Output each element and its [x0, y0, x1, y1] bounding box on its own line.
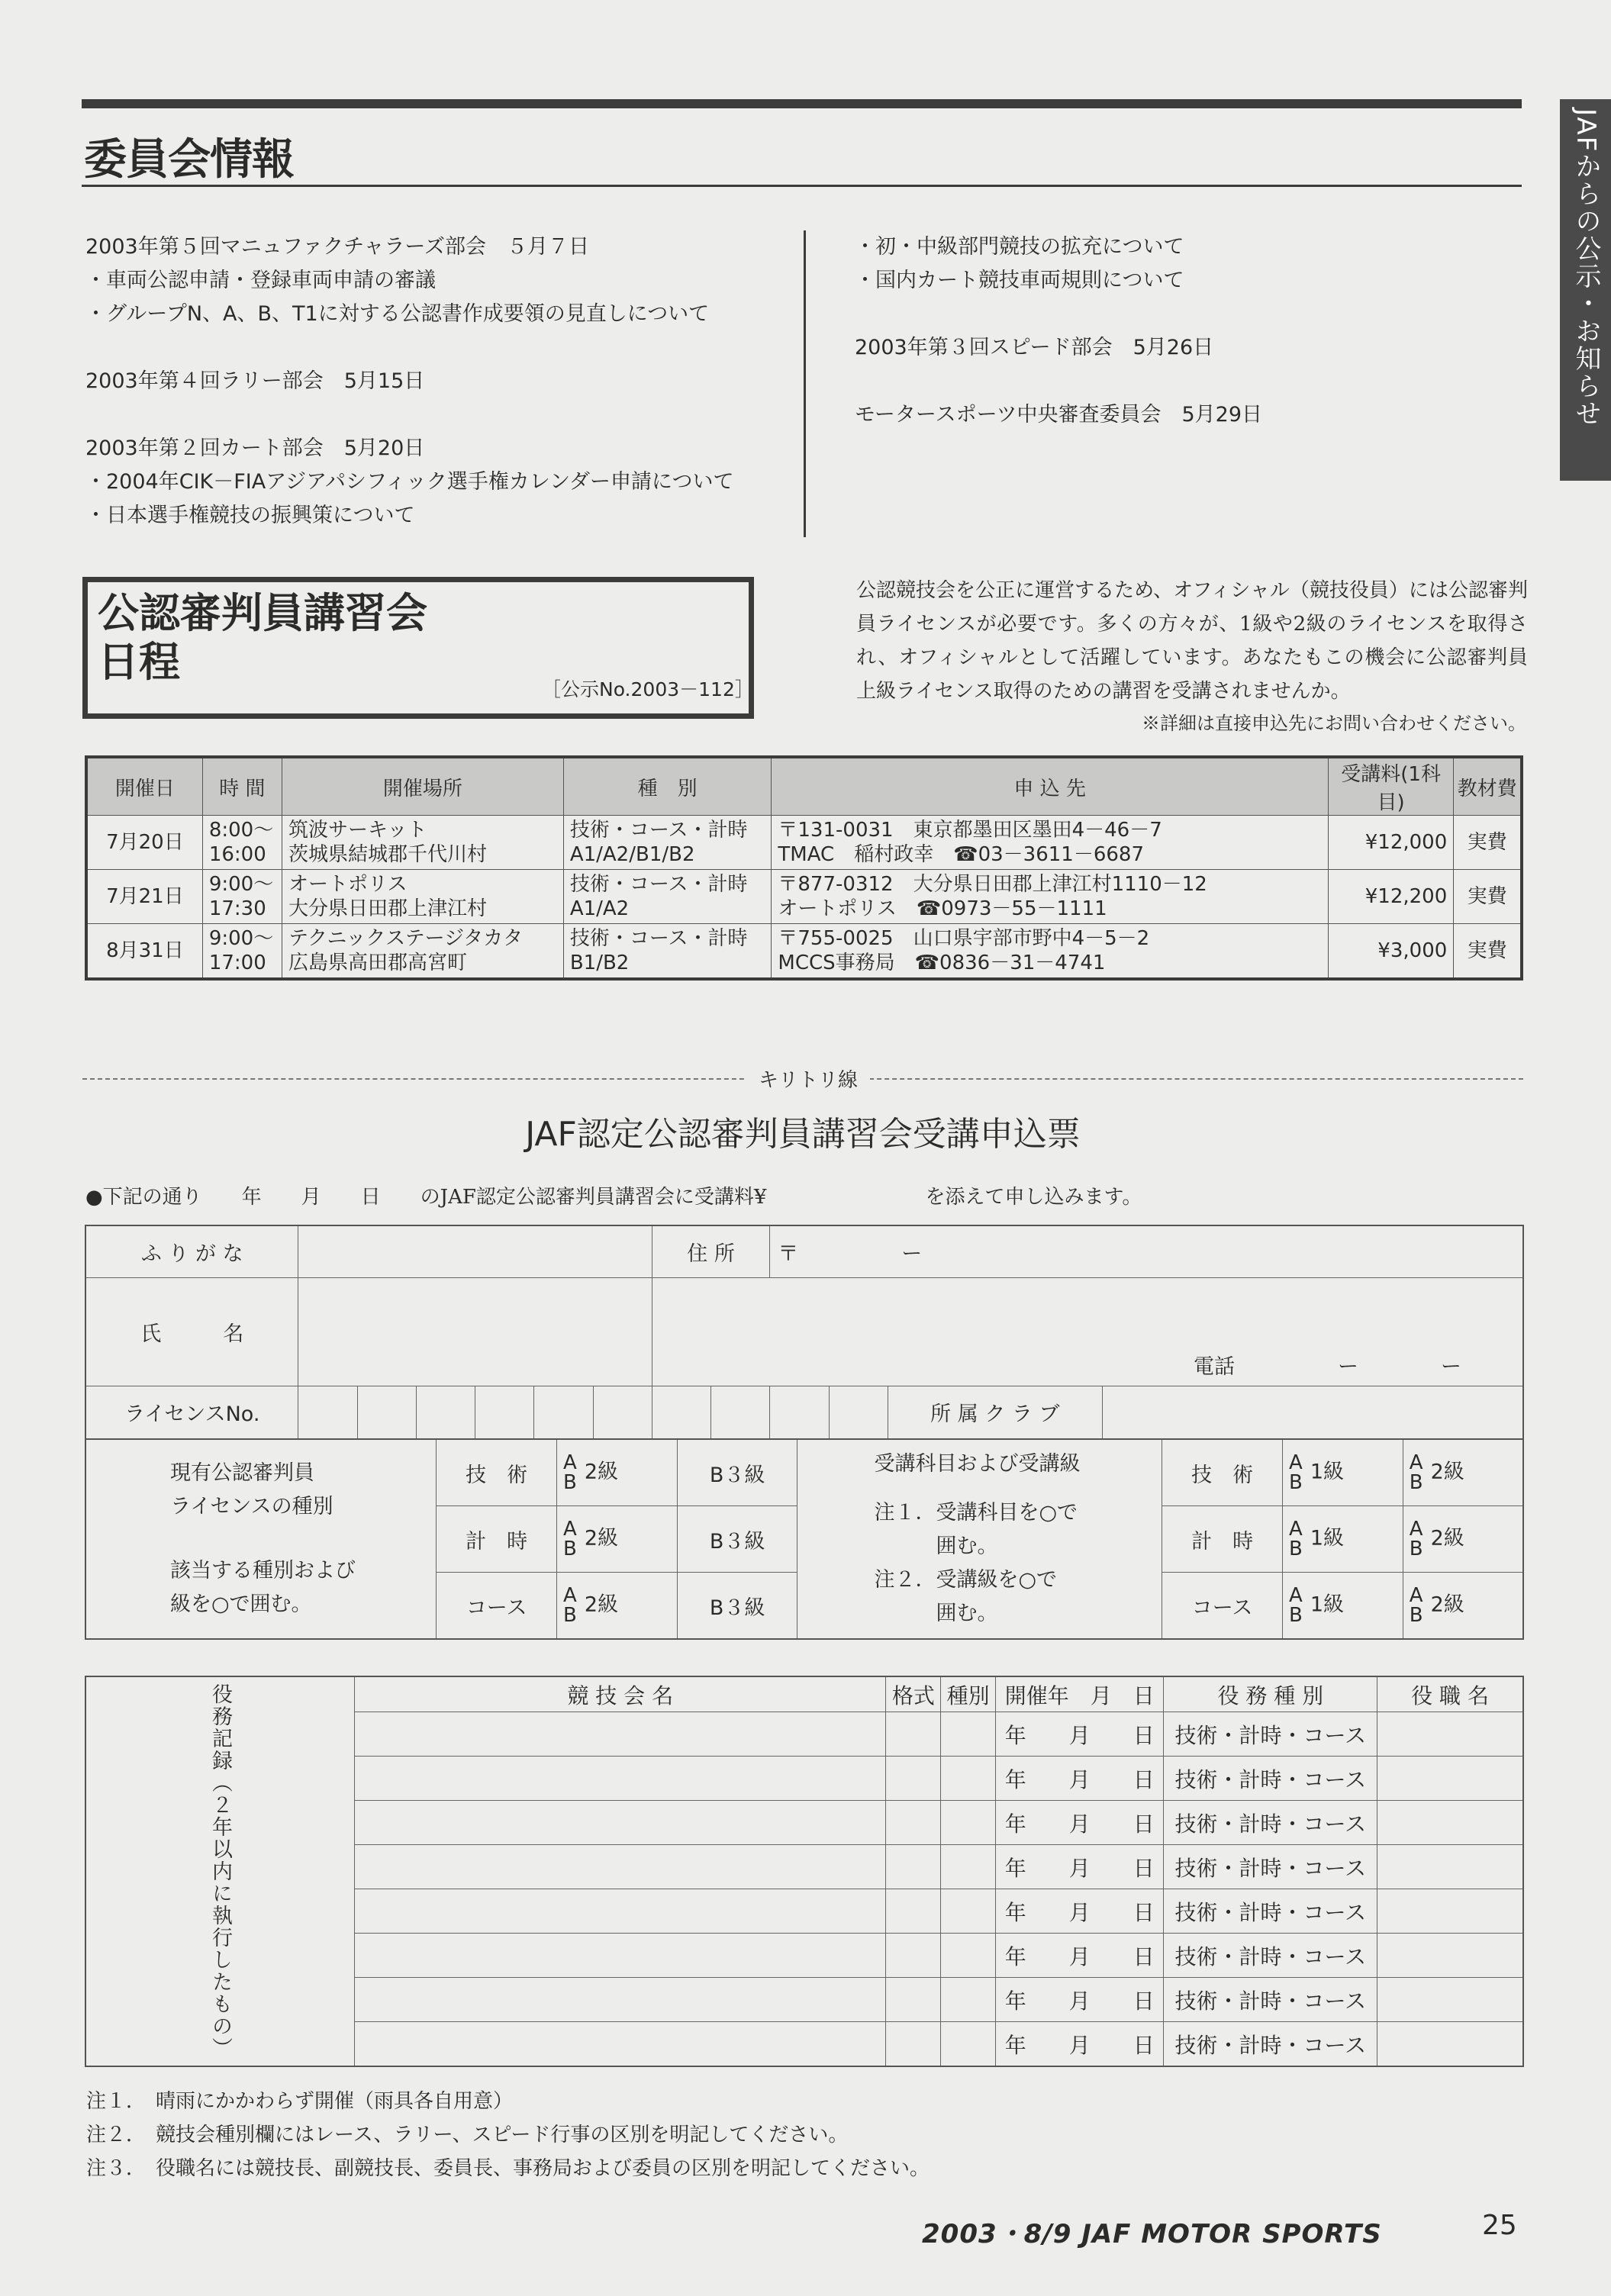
duty-record-side-label: 役務記録（２年以内に執行したもの） — [85, 1676, 355, 2066]
duty-type-input[interactable]: 技術・計時・コース — [1164, 1801, 1377, 1845]
schedule-header-row — [86, 757, 1522, 816]
format-input[interactable] — [886, 1757, 941, 1801]
furigana-label: ふ り が な — [85, 1225, 298, 1277]
current-license-cell: 現有公認審判員 ライセンスの種別 該当する種別および 級を○で囲む。 — [85, 1439, 437, 1639]
grade-ab1-option[interactable]: A B 1級 — [1283, 1506, 1403, 1573]
address-label: 住 所 — [652, 1225, 769, 1277]
table-row: 8月31日 9:00～ 17:00 テクニックステージタカタ 広島県高田郡高宮町 技術・コース・計時 B1/B2 〒755-0025 山口県宇部市野中4－5－2 MCCS事務局 ☎0836－31－4741 ¥3,000 実費 — [86, 924, 1522, 980]
duty-type-input[interactable]: 技術・計時・コース — [1164, 1757, 1377, 1801]
name-input[interactable] — [298, 1277, 652, 1386]
col-header: 申 込 先 — [772, 757, 1329, 816]
committee-line: ・初・中級部門競技の拡充について — [855, 235, 1184, 259]
committee-line: ・グループN、A、B、T1に対する公認書作成要領の見直しについて — [85, 302, 710, 326]
event-type-input[interactable] — [941, 2022, 996, 2067]
duty-type-input[interactable]: 技術・計時・コース — [1164, 1978, 1377, 2022]
position-input[interactable] — [1377, 1845, 1523, 1889]
event-name-input[interactable] — [355, 1712, 886, 1757]
address-phone-input[interactable]: 電話 ー ー — [652, 1277, 1523, 1386]
grade-ab1-option[interactable]: A B 1級 — [1283, 1573, 1403, 1640]
col-header: 役 務 種 別 — [1164, 1676, 1377, 1712]
grade-a2-option[interactable]: A B 2級 — [557, 1573, 678, 1640]
format-input[interactable] — [886, 2022, 941, 2067]
section-rule — [82, 185, 1522, 187]
grade-a2-option[interactable]: A B 2級 — [557, 1439, 678, 1506]
committee-line: 2003年第５回マニュファクチャラーズ部会 ５月７日 — [85, 235, 590, 259]
committee-right-column — [855, 230, 1262, 432]
furigana-input[interactable] — [298, 1225, 652, 1277]
category-technical: 技 術 — [437, 1439, 557, 1506]
grade-ab2-option[interactable]: A B 2級 — [1403, 1573, 1523, 1640]
form-title: JAF認定公認審判員講習会受講申込票 — [525, 1115, 1081, 1154]
committee-line: モータースポーツ中央審査委員会 5月29日 — [855, 403, 1263, 427]
club-label: 所 属 ク ラ ブ — [888, 1386, 1102, 1439]
event-type-input[interactable] — [941, 1845, 996, 1889]
event-date-input[interactable]: 年 月 日 — [996, 1978, 1164, 2022]
committee-line: ・車両公認申請・登録車両申請の審議 — [85, 269, 436, 292]
table-row: 7月21日 9:00～ 17:30 オートポリス 大分県日田郡上津江村 技術・コース・計時 A1/A2 〒877-0312 大分県日田郡上津江村1110－12 オートポリス ☎0973－55－1111 ¥12,200 実費 — [86, 870, 1522, 924]
section-side-tab: JAFからの公示・お知らせ — [1560, 99, 1611, 481]
grade-ab1-option[interactable]: A B 1級 — [1283, 1439, 1403, 1506]
col-header: 受講料(1科目) — [1328, 757, 1453, 816]
event-type-input[interactable] — [941, 1934, 996, 1978]
col-header: 開催年 月 日 — [996, 1676, 1164, 1712]
license-no-digit[interactable] — [652, 1386, 710, 1439]
schedule-intro: 公認競技会を公正に運営するため、オフィシャル（競技役員）には公認審判員ライセンスが必要です。多くの方々が、1級や2級のライセンスを取得され、オフィシャルとして活躍しています。あなたもこの機会に公認審判員上級ライセンス取得のための講習を受講されませんか。 — [856, 579, 1528, 703]
format-input[interactable] — [886, 1801, 941, 1845]
committee-section-title: 委員会情報 — [84, 135, 294, 185]
event-name-input[interactable] — [355, 1889, 886, 1934]
duty-type-input[interactable]: 技術・計時・コース — [1164, 2022, 1377, 2067]
format-input[interactable] — [886, 1889, 941, 1934]
format-input[interactable] — [886, 1712, 941, 1757]
duty-type-input[interactable]: 技術・計時・コース — [1164, 1934, 1377, 1978]
committee-line: ・日本選手権競技の振興策について — [85, 504, 415, 527]
footnote: 注２． 競技会種別欄にはレース、ラリー、スピード行事の区別を明記してください。 — [86, 2124, 849, 2146]
col-header: 役 職 名 — [1377, 1676, 1523, 1712]
format-input[interactable] — [886, 1934, 941, 1978]
event-type-input[interactable] — [941, 1889, 996, 1934]
col-header: 教材費 — [1454, 757, 1522, 816]
committee-line: 2003年第２回カート部会 5月20日 — [85, 436, 425, 460]
page-number: 25 — [1482, 2210, 1517, 2241]
top-rule — [82, 99, 1522, 108]
position-input[interactable] — [1377, 2022, 1523, 2067]
duty-header-row — [85, 1676, 1523, 1712]
event-name-input[interactable] — [355, 1845, 886, 1889]
applicant-table — [85, 1225, 1524, 1440]
name-label: 氏 名 — [85, 1277, 298, 1386]
notice-number: ［公示No.2003－112］ — [542, 678, 754, 700]
postal-input[interactable]: 〒 ー — [770, 1225, 1523, 1277]
cut-line-label: キリトリ線 — [746, 1064, 870, 1093]
license-no-digit[interactable] — [534, 1386, 593, 1439]
subject-technical[interactable]: 技 術 — [1162, 1439, 1283, 1506]
committee-line: ・2004年CIK－FIAアジアパシフィック選手権カレンダー申請について — [85, 470, 734, 494]
event-type-input[interactable] — [941, 1978, 996, 2022]
position-input[interactable] — [1377, 1712, 1523, 1757]
committee-line: 2003年第４回ラリー部会 5月15日 — [85, 369, 425, 393]
footnotes — [86, 2085, 930, 2185]
license-no-label: ライセンスNo. — [85, 1386, 298, 1439]
category-course: コース — [437, 1573, 557, 1640]
format-input[interactable] — [886, 1845, 941, 1889]
license-no-digit[interactable] — [298, 1386, 357, 1439]
event-date-input[interactable]: 年 月 日 — [996, 1801, 1164, 1845]
license-no-digit[interactable] — [593, 1386, 652, 1439]
grade-b3-option[interactable]: B３級 — [677, 1439, 797, 1506]
event-name-input[interactable] — [355, 2022, 886, 2067]
committee-line: ・国内カート競技車両規則について — [855, 269, 1184, 292]
committee-left-column — [85, 230, 734, 533]
position-input[interactable] — [1377, 1801, 1523, 1845]
schedule-table — [85, 755, 1523, 981]
subject-course[interactable]: コース — [1162, 1573, 1283, 1640]
event-name-input[interactable] — [355, 1801, 886, 1845]
position-input[interactable] — [1377, 1757, 1523, 1801]
duty-type-input[interactable]: 技術・計時・コース — [1164, 1845, 1377, 1889]
event-date-input[interactable]: 年 月 日 — [996, 1712, 1164, 1757]
event-date-input[interactable]: 年 月 日 — [996, 2022, 1164, 2067]
column-divider — [804, 230, 806, 537]
club-input[interactable] — [1102, 1386, 1523, 1439]
subject-timing[interactable]: 計 時 — [1162, 1506, 1283, 1573]
license-no-digit[interactable] — [770, 1386, 829, 1439]
license-no-digit[interactable] — [711, 1386, 770, 1439]
duty-type-input[interactable]: 技術・計時・コース — [1164, 1889, 1377, 1934]
category-timing: 計 時 — [437, 1506, 557, 1573]
event-name-input[interactable] — [355, 1978, 886, 2022]
footnote: 注３． 役職名には競技長、副競技長、委員長、事務局および委員の区別を明記してください。 — [86, 2157, 930, 2180]
col-header: 競 技 会 名 — [355, 1676, 886, 1712]
format-input[interactable] — [886, 1978, 941, 2022]
col-header: 種 別 — [563, 757, 772, 816]
license-no-digit[interactable] — [475, 1386, 534, 1439]
magazine-footer: 2003・8/9 JAF MOTOR SPORTS — [922, 2219, 1382, 2249]
schedule-intro-note: ※詳細は直接申込先にお問い合わせください。 — [1142, 713, 1526, 734]
event-type-input[interactable] — [941, 1757, 996, 1801]
col-header: 開催場所 — [282, 757, 564, 816]
license-table — [85, 1438, 1524, 1640]
col-header: 時 間 — [202, 757, 282, 816]
license-no-digit[interactable] — [829, 1386, 888, 1439]
footnote: 注１． 晴雨にかかわらず開催（雨具各自用意） — [86, 2090, 514, 2113]
position-input[interactable] — [1377, 1978, 1523, 2022]
table-row: 7月20日 8:00～ 16:00 筑波サーキット 茨城県結城郡千代川村 技術・コース・計時 A1/A2/B1/B2 〒131-0031 東京都墨田区墨田4－46－7 TMAC 稲村政幸 ☎03－3611－6687 ¥12,000 実費 — [86, 816, 1522, 870]
position-input[interactable] — [1377, 1934, 1523, 1978]
schedule-title: 公認審判員講習会 日程 — [98, 589, 427, 686]
grade-a2-option[interactable]: A B 2級 — [557, 1506, 678, 1573]
grade-b3-option[interactable]: B３級 — [677, 1573, 797, 1640]
event-date-input[interactable]: 年 月 日 — [996, 1889, 1164, 1934]
grade-ab2-option[interactable]: A B 2級 — [1403, 1439, 1523, 1506]
grade-ab2-option[interactable]: A B 2級 — [1403, 1506, 1523, 1573]
event-type-input[interactable] — [941, 1801, 996, 1845]
col-header: 開催日 — [86, 757, 202, 816]
position-input[interactable] — [1377, 1889, 1523, 1934]
col-header: 格式 — [886, 1676, 941, 1712]
subjects-cell: 受講科目および受講級 注１．受講科目を○で 囲む。 注２．受講級を○で 囲む。 — [797, 1439, 1162, 1639]
event-type-input[interactable] — [941, 1712, 996, 1757]
license-no-digit[interactable] — [416, 1386, 475, 1439]
committee-line: 2003年第３回スピード部会 5月26日 — [855, 336, 1214, 359]
event-name-input[interactable] — [355, 1757, 886, 1801]
event-date-input[interactable]: 年 月 日 — [996, 1845, 1164, 1889]
form-lead: ●下記の通り 年 月 日 のJAF認定公認審判員講習会に受講料¥ を添えて申し込みます。 — [85, 1186, 1142, 1209]
event-name-input[interactable] — [355, 1934, 886, 1978]
event-date-input[interactable]: 年 月 日 — [996, 1757, 1164, 1801]
event-date-input[interactable]: 年 月 日 — [996, 1934, 1164, 1978]
col-header: 種別 — [941, 1676, 996, 1712]
duty-type-input[interactable]: 技術・計時・コース — [1164, 1712, 1377, 1757]
grade-b3-option[interactable]: B３級 — [677, 1506, 797, 1573]
duty-record-table — [85, 1676, 1524, 2067]
license-no-digit[interactable] — [357, 1386, 416, 1439]
